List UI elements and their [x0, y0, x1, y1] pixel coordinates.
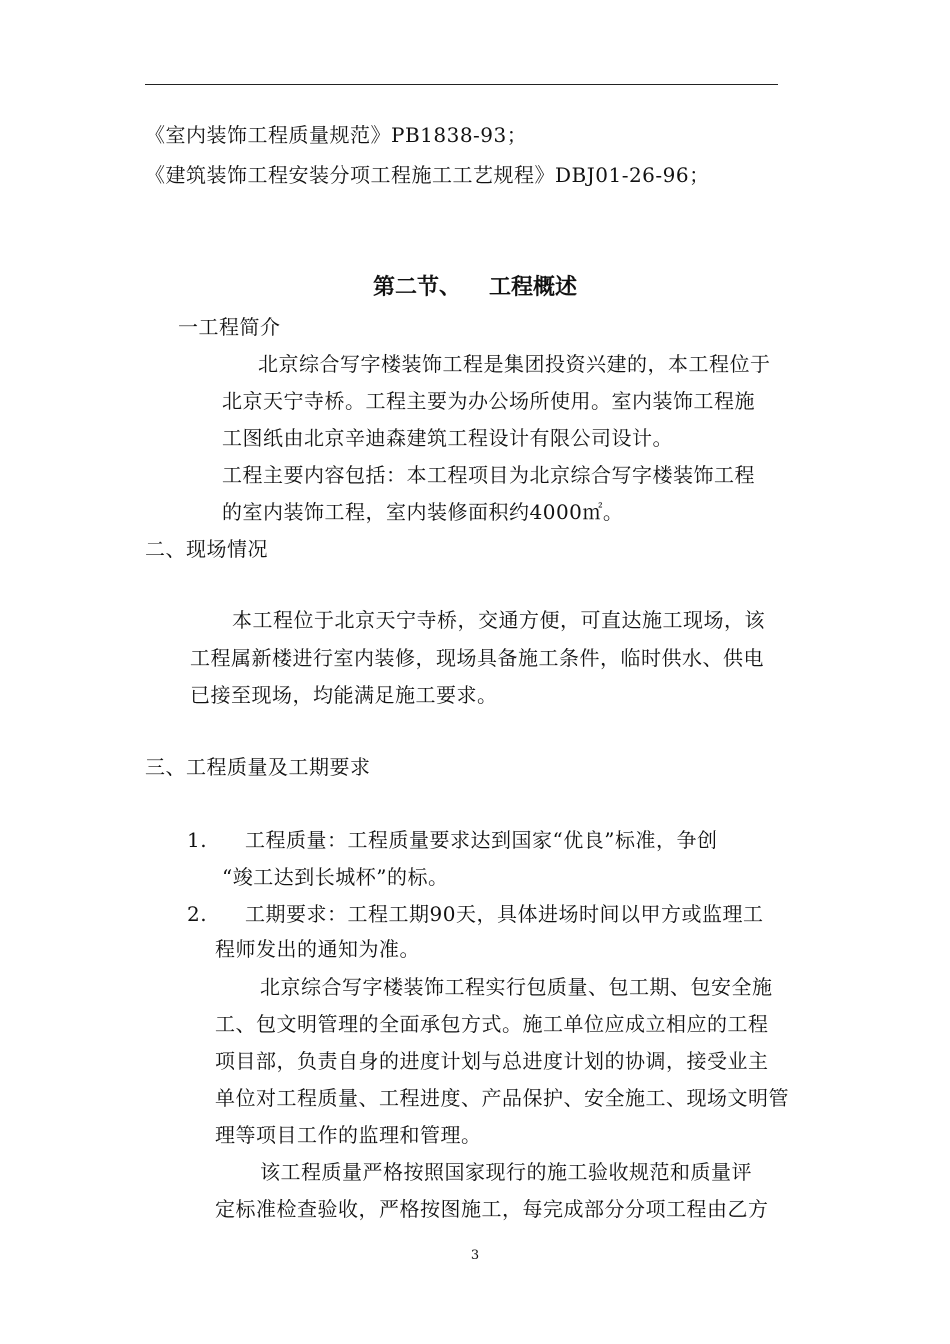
paragraph-line: 该工程质量严格按照国家现行的施工验收规范和质量评 [260, 1160, 752, 1184]
paragraph-line: 理等项目工作的监理和管理。 [215, 1123, 482, 1147]
paragraph-line: 工程属新楼进行室内装修，现场具备施工条件，临时供水、供电 [190, 646, 764, 670]
list-item [187, 901, 763, 927]
paragraph-line: 单位对工程质量、工程进度、产品保护、安全施工、现场文明管 [215, 1086, 789, 1110]
section-number: 第二节、 [372, 275, 461, 300]
paragraph-line: 项目部，负责自身的进度计划与总进度计划的协调，接受业主 [215, 1049, 769, 1073]
section-title: 工程概述 [489, 275, 578, 300]
list-item-text: 工期要求：工程工期90天，具体进场时间以甲方或监理工 [245, 902, 764, 926]
paragraph-line: 工程主要内容包括：本工程项目为北京综合写字楼装饰工程 [222, 463, 755, 487]
paragraph-line: 已接至现场，均能满足施工要求。 [190, 683, 498, 707]
list-marker: 2. [187, 902, 208, 926]
section-heading [0, 273, 950, 303]
reference-line: 《室内装饰工程质量规范》PB1838-93； [145, 123, 528, 147]
list-item-continuation: 程师发出的通知为准。 [215, 937, 420, 961]
list-item [187, 827, 717, 853]
paragraph-line: 北京天宁寺桥。工程主要为办公场所使用。室内装饰工程施 [222, 389, 755, 413]
paragraph-line: 北京综合写字楼装饰工程实行包质量、包工期、包安全施 [260, 975, 773, 999]
paragraph-line: 的室内装饰工程，室内装修面积约4000㎡。 [222, 500, 624, 524]
subheading-site: 二、现场情况 [145, 537, 268, 561]
paragraph-line: 工、包文明管理的全面承包方式。施工单位应成立相应的工程 [215, 1012, 769, 1036]
paragraph-line: 北京综合写字楼装饰工程是集团投资兴建的，本工程位于 [258, 352, 771, 376]
list-item-text: 工程质量：工程质量要求达到国家“优良”标准，争创 [245, 828, 718, 852]
page-number: 3 [470, 1248, 480, 1263]
subheading-intro: 一工程简介 [178, 315, 281, 339]
list-item-continuation: “竣工达到长城杯”的标。 [222, 865, 449, 889]
reference-line: 《建筑装饰工程安装分项工程施工工艺规程》DBJ01-26-96； [145, 163, 710, 187]
paragraph-line: 本工程位于北京天宁寺桥，交通方便，可直达施工现场，该 [232, 608, 765, 632]
list-marker: 1. [187, 828, 208, 852]
header-rule [145, 84, 778, 85]
paragraph-line: 工图纸由北京辛迪森建筑工程设计有限公司设计。 [222, 426, 673, 450]
paragraph-line: 定标准检查验收，严格按图施工，每完成部分分项工程由乙方 [215, 1197, 769, 1221]
subheading-requirements: 三、工程质量及工期要求 [145, 755, 371, 779]
